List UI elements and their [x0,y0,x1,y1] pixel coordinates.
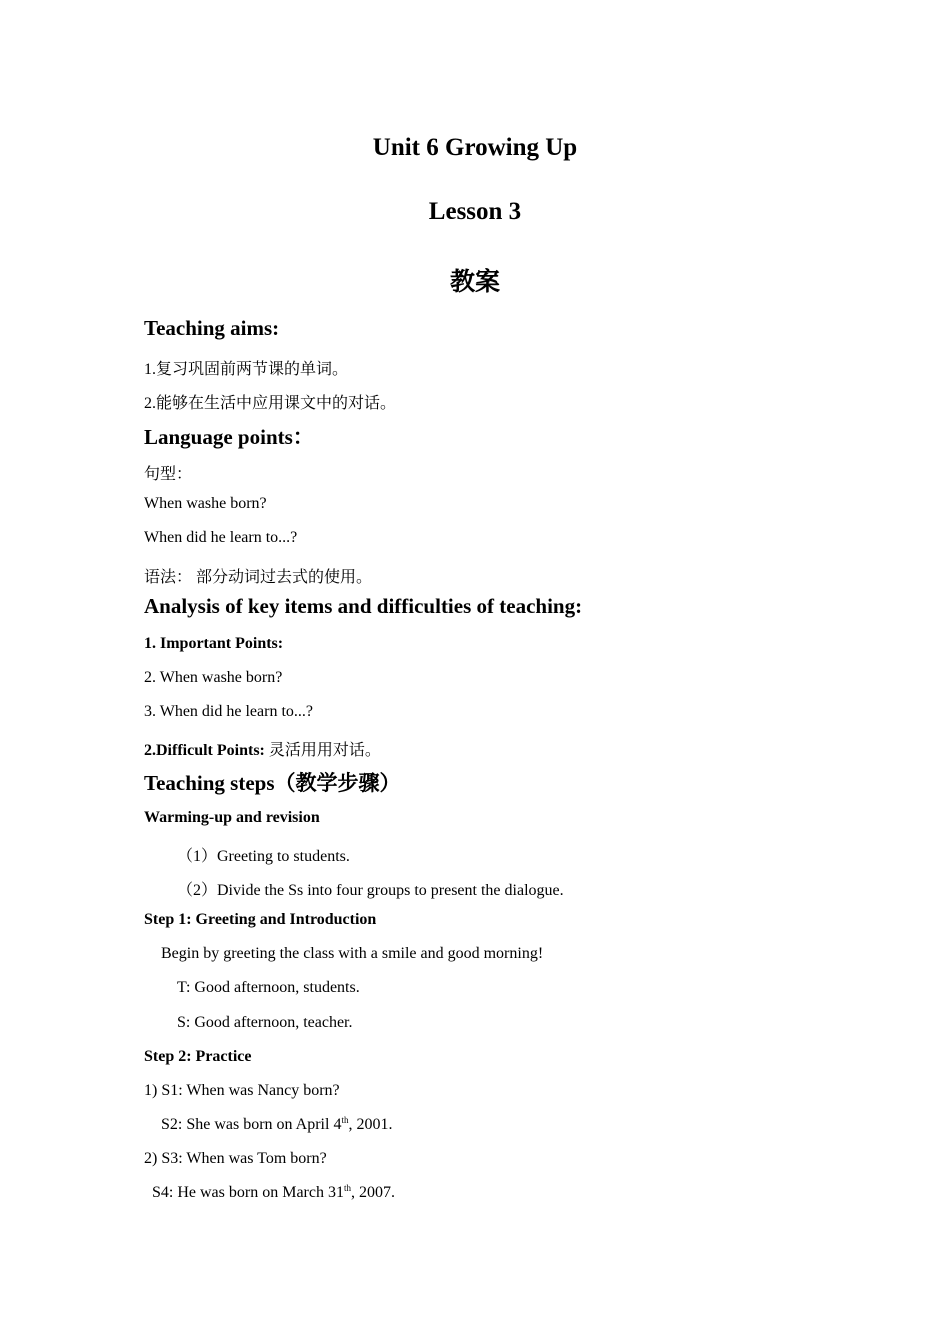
practice-answer [152,1184,395,1202]
difficult-points-line [144,737,381,760]
difficult-points-text: 灵活用用对话。 [264,742,381,759]
unit-title: Unit 6 Growing Up [372,134,578,161]
plan-title: 教案 [449,269,500,296]
step2-label: Step 2: Practice [144,1048,252,1065]
aim-item: 2.能够在生活中应用课文中的对话。 [144,395,397,412]
sentence-item: When did he learn to...? [144,529,298,546]
lesson-title: Lesson 3 [428,198,522,225]
important-points-label: 1. Important Points: [144,635,284,652]
warmup-label: Warming-up and revision [144,809,320,826]
warmup-item: （2）Divide the Ss into four groups to present the dialogue. [177,882,564,899]
teaching-steps-heading: Teaching steps（教学步骤） [144,771,401,795]
warmup-item: （1）Greeting to students. [177,848,350,865]
practice-answer [161,1116,392,1134]
practice-question: 1) S1: When was Nancy born? [144,1082,340,1099]
practice-question: 2) S3: When was Tom born? [144,1150,327,1167]
teaching-aims-heading: Teaching aims: [144,316,280,340]
answer-year: , 2001. [348,1116,393,1133]
important-point-item: 2. When washe born? [144,669,283,686]
answer-text: S2: She was born on April 4 [161,1116,342,1133]
sentence-item: When washe born? [144,495,267,512]
grammar-line: 语法： 部分动词过去式的使用。 [144,569,373,586]
step1-label: Step 1: Greeting and Introduction [144,911,377,928]
ordinal-suffix: th [341,1115,349,1125]
language-points-heading: Language points： [144,425,314,449]
ordinal-suffix: th [343,1183,351,1193]
important-point-item: 3. When did he learn to...? [144,703,313,720]
difficult-points-label: 2.Difficult Points: [144,742,265,759]
aim-item: 1.复习巩固前两节课的单词。 [144,361,349,378]
dialogue-line: S: Good afternoon, teacher. [177,1014,353,1031]
sentence-label: 句型： [144,466,193,483]
answer-year: , 2007. [350,1184,395,1201]
answer-text: S4: He was born on March 31 [152,1184,344,1201]
analysis-heading: Analysis of key items and difficulties of teaching: [144,594,583,618]
step1-intro: Begin by greeting the class with a smile and good morning! [161,945,544,962]
dialogue-line: T: Good afternoon, students. [177,979,360,996]
